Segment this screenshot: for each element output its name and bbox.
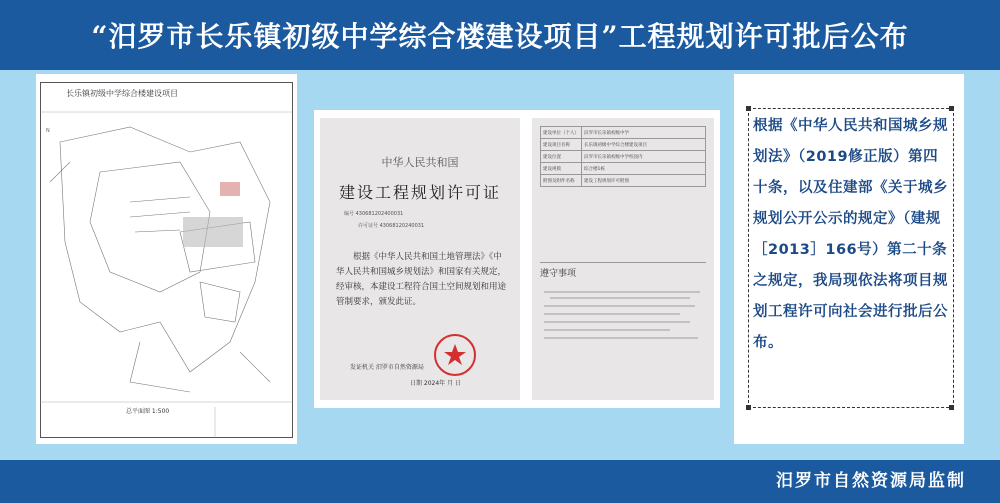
permit-panel	[314, 110, 720, 408]
site-plan-title: 长乐镇初级中学综合楼建设项目	[66, 89, 178, 98]
table-row	[541, 151, 706, 163]
table-row	[541, 139, 706, 151]
site-plan-panel	[36, 74, 297, 444]
notice-text: 根据《中华人民共和国城乡规划法》（2019修正版）第四十条，以及住建部《关于城乡规划公开公示的规定》（建规［2013］166号）第二十条之规定，我局现依法将项目规划工程许可向社会进行批后公布。	[748, 108, 954, 408]
footer-credit: 汨罗市自然资源局监制	[776, 471, 966, 491]
permit-number	[344, 210, 403, 217]
row-label: 建设规模	[541, 163, 582, 175]
footer-banner	[0, 460, 1000, 503]
selection-handle	[949, 106, 954, 111]
permit-body: 根据《中华人民共和国土地管理法》《中华人民共和国城乡规划法》和国家有关规定，经审核，本建设工程符合国土空间规划和用途管制要求，颁发此证。	[336, 252, 507, 307]
row-label: 建设项目名称	[541, 139, 582, 151]
header-banner	[0, 0, 1000, 70]
row-value: 综合楼1栋	[582, 163, 706, 175]
table-row	[541, 163, 706, 175]
permit-code-value: 43068120240031	[379, 223, 425, 229]
permit-number-label: 编号	[344, 211, 355, 217]
table-row	[541, 175, 706, 187]
notice-panel	[734, 74, 964, 444]
row-value: 长乐镇初级中学综合楼建设项目	[582, 139, 706, 151]
permit-detail-page	[532, 118, 714, 400]
permit-certificate	[320, 118, 520, 400]
selection-handle	[746, 106, 751, 111]
svg-text:N: N	[46, 128, 50, 134]
permit-code	[358, 222, 424, 229]
selection-handle	[746, 405, 751, 410]
notes-lines	[540, 286, 708, 346]
page-title: “汨罗市长乐镇初级中学综合楼建设项目”工程规划许可批后公布	[91, 20, 909, 53]
permit-date: 日期 2024年 月 日	[410, 380, 461, 387]
table-row	[541, 127, 706, 139]
row-value: 汨罗市长乐镇初级中学	[582, 127, 706, 139]
divider	[540, 262, 706, 263]
notice-board	[0, 70, 1000, 460]
permit-code-label: 许可证号	[358, 223, 379, 229]
permit-number-value: 430681202400031	[355, 211, 404, 217]
permit-detail-table	[540, 126, 706, 187]
notes-title: 遵守事项	[540, 269, 577, 279]
site-plan-footer: 总平面图 1:500	[126, 408, 170, 415]
selection-handle	[949, 405, 954, 410]
row-value: 建设工程规划许可附图	[582, 175, 706, 187]
row-label: 建设位置	[541, 151, 582, 163]
permit-country: 中华人民共和国	[381, 156, 459, 169]
permit-issuer: 发证机关 汨罗市自然资源局	[350, 364, 424, 371]
official-seal-icon	[432, 332, 478, 378]
site-plan-drawing	[40, 82, 293, 438]
row-label: 附图及附件名称	[541, 175, 582, 187]
permit-title: 建设工程规划许可证	[338, 183, 501, 202]
row-label: 建设单位（个人）	[541, 127, 582, 139]
row-value: 汨罗市长乐镇初级中学校园内	[582, 151, 706, 163]
